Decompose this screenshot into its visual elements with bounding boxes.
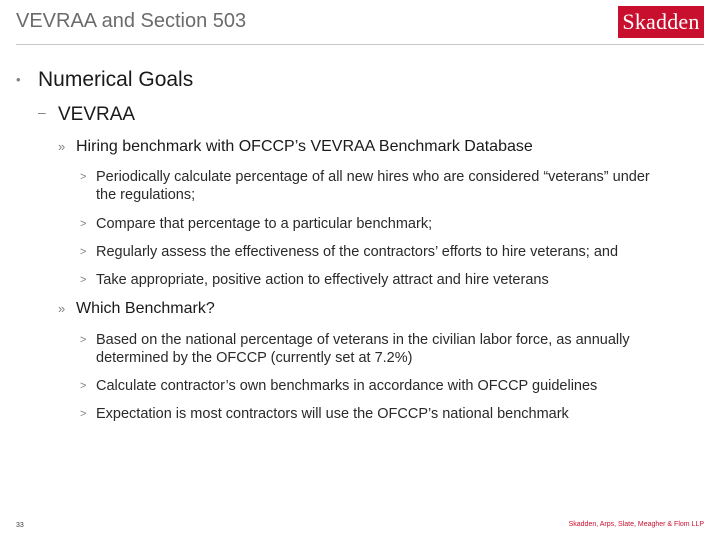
page-number: 33	[16, 522, 24, 529]
dash-marker: –	[38, 104, 46, 120]
skadden-logo: Skadden	[618, 6, 704, 38]
section-title: Which Benchmark?	[76, 300, 215, 317]
firm-name: Skadden, Arps, Slate, Meagher & Flom LLP	[568, 521, 704, 528]
title-divider	[16, 44, 704, 45]
section-title: Hiring benchmark with OFCCP’s VEVRAA Benchmark Database	[76, 138, 533, 155]
arrow-marker: >	[80, 408, 87, 420]
list-item-text: Regularly assess the effectiveness of the contractors’ efforts to hire veterans; and	[96, 244, 619, 260]
chevron-marker: »	[58, 301, 66, 316]
list-item-text: Take appropriate, positive action to effectively attract and hire veterans	[96, 272, 549, 288]
list-item-text: Expectation is most contractors will use the OFCCP’s national benchmark	[96, 406, 569, 422]
arrow-marker: >	[80, 246, 87, 258]
slide-title: VEVRAA and Section 503	[16, 10, 247, 32]
list-item-text: Compare that percentage to a particular benchmark;	[96, 216, 433, 232]
arrow-marker: >	[80, 171, 87, 183]
list-item-text: Based on the national percentage of veterans in the civilian labor force, as annually determined by the OFCCP (currently set at 7.2%)	[96, 332, 630, 366]
arrow-marker: >	[80, 380, 87, 392]
list-item-text: Periodically calculate percentage of all new hires who are considered “veterans” under the regulations;	[96, 169, 650, 203]
arrow-marker: >	[80, 218, 87, 230]
heading-text: Numerical Goals	[38, 68, 194, 91]
arrow-marker: >	[80, 334, 87, 346]
subheading-text: VEVRAA	[58, 104, 136, 125]
arrow-marker: >	[80, 274, 87, 286]
list-item-text: Calculate contractor’s own benchmarks in accordance with OFCCP guidelines	[96, 378, 598, 394]
bullet-marker: •	[16, 72, 21, 87]
chevron-marker: »	[58, 139, 66, 154]
